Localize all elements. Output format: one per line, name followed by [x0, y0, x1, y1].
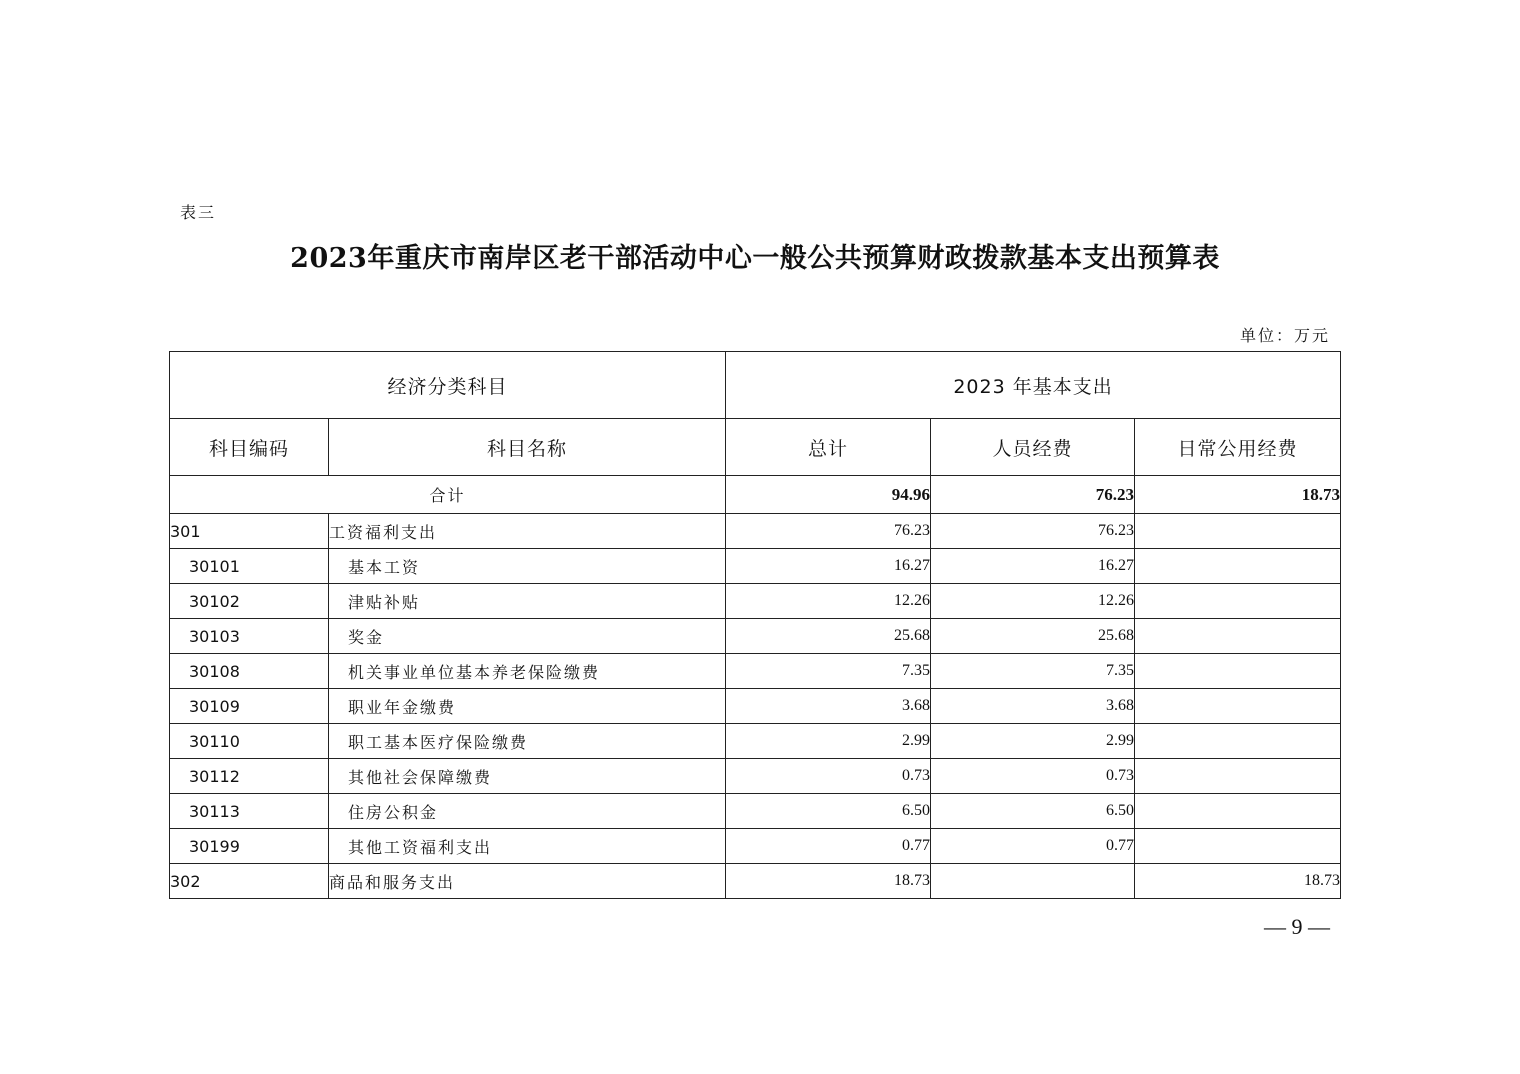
cell-personnel: 0.73 — [931, 759, 1135, 794]
cell-public — [1135, 619, 1341, 654]
table-row — [170, 864, 1341, 899]
cell-personnel: 0.77 — [931, 829, 1135, 864]
cell-code: 30103 — [170, 619, 329, 654]
cell-total: 3.68 — [726, 689, 931, 724]
cell-personnel: 76.23 — [931, 514, 1135, 549]
table-body — [170, 476, 1341, 899]
unit-label: 单位：万元 — [1239, 326, 1330, 345]
cell-code: 301 — [170, 514, 329, 549]
cell-personnel: 12.26 — [931, 584, 1135, 619]
cell-personnel: 2.99 — [931, 724, 1135, 759]
cell-public — [1135, 829, 1341, 864]
cell-public — [1135, 689, 1341, 724]
cell-code: 30112 — [170, 759, 329, 794]
cell-name: 商品和服务支出 — [329, 864, 726, 899]
table-row — [170, 689, 1341, 724]
cell-personnel: 25.68 — [931, 619, 1135, 654]
cell-total: 16.27 — [726, 549, 931, 584]
table-row — [170, 514, 1341, 549]
table-label: 表三 — [180, 203, 217, 222]
cell-code: 30199 — [170, 829, 329, 864]
cell-name: 工资福利支出 — [329, 514, 726, 549]
cell-name: 职业年金缴费 — [329, 689, 726, 724]
cell-public — [1135, 794, 1341, 829]
cell-personnel: 7.35 — [931, 654, 1135, 689]
cell-personnel: 16.27 — [931, 549, 1135, 584]
cell-name: 基本工资 — [329, 549, 726, 584]
table-row — [170, 584, 1341, 619]
table-row — [170, 619, 1341, 654]
cell-personnel: 6.50 — [931, 794, 1135, 829]
cell-public: 18.73 — [1135, 864, 1341, 899]
table-row — [170, 794, 1341, 829]
cell-code: 30102 — [170, 584, 329, 619]
total-row — [170, 476, 1341, 514]
cell-total: 18.73 — [726, 864, 931, 899]
header-basic-expenditure: 2023 年基本支出 — [726, 352, 1341, 419]
cell-name: 住房公积金 — [329, 794, 726, 829]
page-number: — 9 — — [1264, 914, 1330, 939]
total-personnel: 76.23 — [931, 476, 1135, 514]
table-header — [170, 352, 1341, 476]
table-row — [170, 724, 1341, 759]
table-row — [170, 549, 1341, 584]
header-public: 日常公用经费 — [1135, 419, 1341, 476]
cell-total: 2.99 — [726, 724, 931, 759]
cell-name: 职工基本医疗保险缴费 — [329, 724, 726, 759]
cell-public — [1135, 584, 1341, 619]
cell-total: 0.77 — [726, 829, 931, 864]
header-row-columns — [170, 419, 1341, 476]
cell-code: 302 — [170, 864, 329, 899]
cell-total: 7.35 — [726, 654, 931, 689]
cell-total: 12.26 — [726, 584, 931, 619]
header-name: 科目名称 — [329, 419, 726, 476]
cell-public — [1135, 549, 1341, 584]
table-row — [170, 829, 1341, 864]
cell-code: 30113 — [170, 794, 329, 829]
cell-name: 其他工资福利支出 — [329, 829, 726, 864]
cell-public — [1135, 759, 1341, 794]
cell-code: 30108 — [170, 654, 329, 689]
header-total: 总计 — [726, 419, 931, 476]
cell-total: 76.23 — [726, 514, 931, 549]
cell-name: 津贴补贴 — [329, 584, 726, 619]
cell-code: 30101 — [170, 549, 329, 584]
table-row — [170, 759, 1341, 794]
total-total: 94.96 — [726, 476, 931, 514]
header-row-group — [170, 352, 1341, 419]
cell-name: 奖金 — [329, 619, 726, 654]
budget-table — [169, 351, 1341, 899]
cell-code: 30110 — [170, 724, 329, 759]
header-personnel: 人员经费 — [931, 419, 1135, 476]
cell-total: 0.73 — [726, 759, 931, 794]
cell-code: 30109 — [170, 689, 329, 724]
total-public: 18.73 — [1135, 476, 1341, 514]
cell-public — [1135, 514, 1341, 549]
cell-public — [1135, 654, 1341, 689]
header-economic-category: 经济分类科目 — [170, 352, 726, 419]
header-code: 科目编码 — [170, 419, 329, 476]
cell-name: 机关事业单位基本养老保险缴费 — [329, 654, 726, 689]
cell-personnel — [931, 864, 1135, 899]
cell-total: 6.50 — [726, 794, 931, 829]
cell-public — [1135, 724, 1341, 759]
total-label: 合计 — [170, 476, 726, 514]
table-row — [170, 654, 1341, 689]
cell-personnel: 3.68 — [931, 689, 1135, 724]
cell-total: 25.68 — [726, 619, 931, 654]
document-title: 2023年重庆市南岸区老干部活动中心一般公共预算财政拨款基本支出预算表 — [290, 243, 1220, 274]
cell-name: 其他社会保障缴费 — [329, 759, 726, 794]
